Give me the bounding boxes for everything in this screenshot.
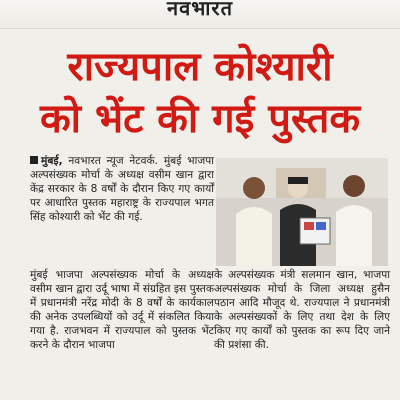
article-column-left-top xyxy=(30,154,214,224)
article-paragraph-2: मुंबई भाजपा अल्पसंख्यक मोर्चा के अध्यक्ष वसीम खान द्वारा उर्दू भाषा में संग्रहित इस पुस्तक में प्रधानमंत्री नरेंद्र मोदी के 8 वर्षों के कार्यकाल की अनेक उपलब्धियों को उर्दू में संकलित किया गया है. राजभवन में राज्यपाल को पुस्तक भेंट करने के दौरान भाजपा xyxy=(30,269,214,351)
article-column-left-bottom xyxy=(30,268,214,352)
photo-illustration xyxy=(216,158,388,266)
news-photo xyxy=(216,158,388,266)
article-dateline: मुंबई, xyxy=(41,155,63,167)
headline-line-1: राज्यपाल कोश्यारी xyxy=(67,44,333,90)
article-paragraph-3: के अल्पसंख्यक मंत्री सलमान खान, भाजपा अल्पसंख्यक मोर्चा के जिला अध्यक्ष हुसैन पठान आदि मौजूद थे. राज्यपाल ने प्रधानमंत्री के अल्पसंख्यकों के लिए तथा देश के लिए किए गए कार्यों को पुस्तक का रूप दिए जाने की प्रशंसा की. xyxy=(214,269,390,351)
headline-line-2: को भेंट की गई पुस्तक xyxy=(39,96,361,142)
article-paragraph-1: मुंबई भाजपा अल्पसंख्यक मोर्चा के अध्यक्ष वसीम खान द्वारा केंद्र सरकार के 8 वर्षों के दौरान किए गए कार्यों पर आधारित पुस्तक महाराष्ट्र के राज्यपाल भगत सिंह कोश्यारी को भेंट की गई. xyxy=(30,155,214,223)
dateline-bullet-icon xyxy=(30,156,38,164)
newspaper-masthead xyxy=(0,0,400,29)
masthead-brand: नवभारत xyxy=(166,0,234,20)
article-agency: नवभारत न्यूज नेटवर्क. xyxy=(62,155,159,167)
article-column-right-bottom xyxy=(214,268,390,352)
